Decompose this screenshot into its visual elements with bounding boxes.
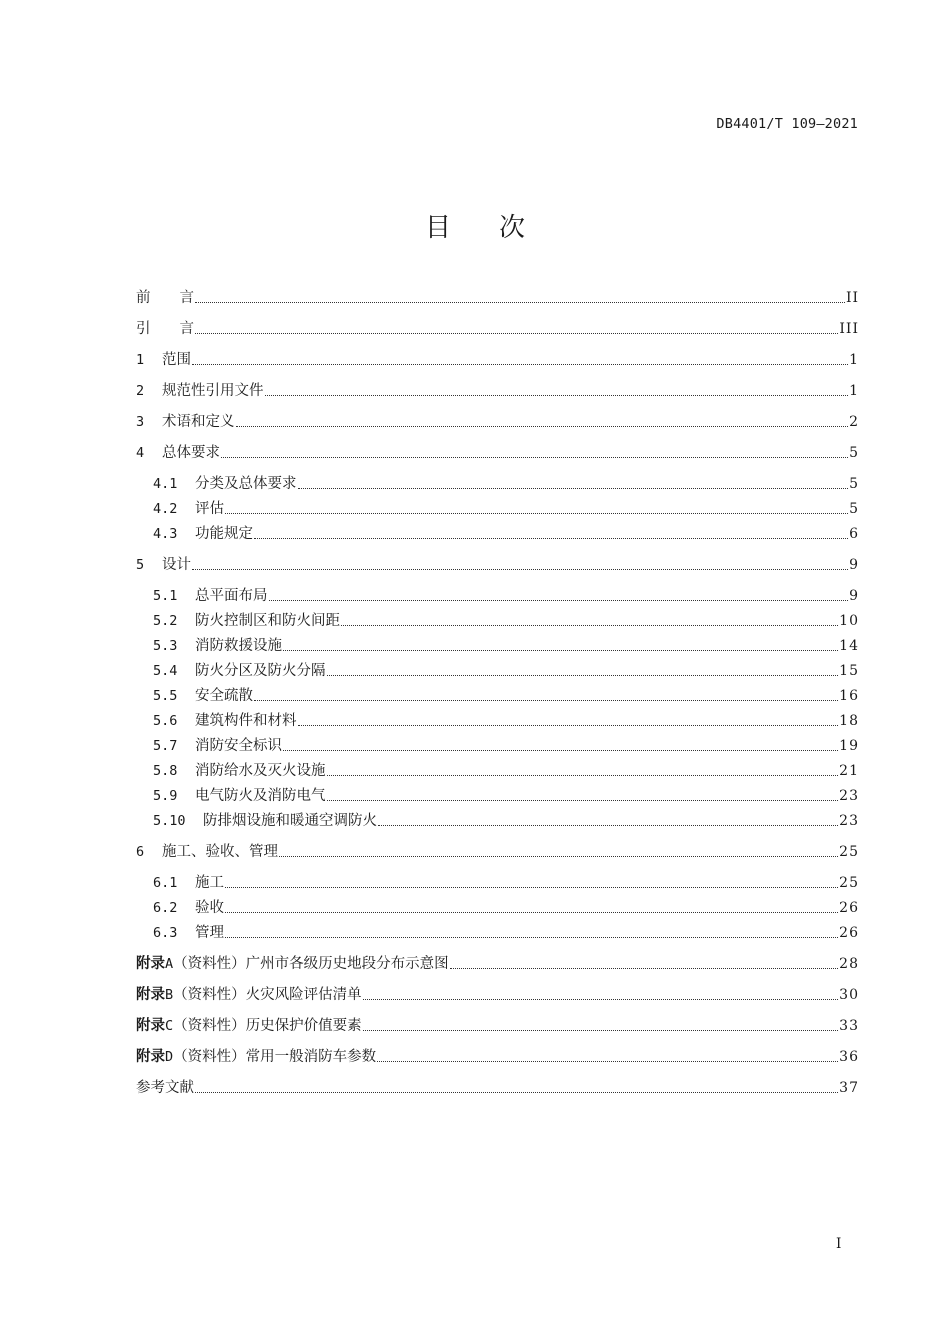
toc-page-number: 26 xyxy=(839,900,859,916)
toc-entry-label: 安全疏散 xyxy=(195,688,253,704)
toc-section-number: 4.1 xyxy=(153,476,178,492)
toc-entry-label: 验收 xyxy=(195,900,224,916)
dot-leader xyxy=(225,937,838,938)
appendix-letter: C xyxy=(165,1018,174,1034)
toc-entry-1[interactable] xyxy=(136,349,859,371)
page-title: 目次 xyxy=(424,213,573,243)
toc-entry-label: 评估 xyxy=(195,501,224,517)
document-code: DB4401/T 109—2021 xyxy=(716,116,858,132)
toc-entry-6[interactable] xyxy=(136,841,859,863)
toc-section-number: 3 xyxy=(136,414,145,430)
page-number: I xyxy=(836,1236,842,1252)
toc-page-number: 30 xyxy=(839,987,859,1003)
toc-entry-label: 范围 xyxy=(162,352,191,368)
toc-entry-label: 参考文献 xyxy=(136,1080,194,1096)
toc-entry-label: 防火控制区和防火间距 xyxy=(195,613,340,629)
dot-leader xyxy=(378,825,838,826)
toc-entry-label: （资料性）火灾风险评估清单 xyxy=(173,987,362,1003)
toc-entry-label: 设计 xyxy=(162,557,191,573)
toc-entry-5-10[interactable] xyxy=(153,810,859,832)
toc-section-number: 5.3 xyxy=(153,638,178,654)
toc-page-number: 23 xyxy=(839,813,859,829)
dot-leader xyxy=(195,333,838,334)
toc-entry-5-4[interactable] xyxy=(153,660,859,682)
toc-entry-label: 防火分区及防火分隔 xyxy=(195,663,326,679)
toc-section-number: 2 xyxy=(136,383,145,399)
dot-leader xyxy=(225,912,838,913)
toc-entry-references[interactable] xyxy=(136,1077,859,1099)
toc-page-number: 36 xyxy=(839,1049,859,1065)
toc-section-number: 5.10 xyxy=(153,813,186,829)
toc-entry-label: 管理 xyxy=(195,925,224,941)
toc-page-number: 5 xyxy=(849,501,859,517)
toc-entry-label: 施工、验收、管理 xyxy=(162,844,278,860)
dot-leader xyxy=(269,600,849,601)
toc-page-number: 16 xyxy=(839,688,859,704)
toc-entry-label: 功能规定 xyxy=(195,526,253,542)
toc-entry-5-9[interactable] xyxy=(153,785,859,807)
toc-entry-label: （资料性）常用一般消防车参数 xyxy=(173,1049,377,1065)
toc-page-number: 2 xyxy=(849,414,859,430)
toc-entry-4-1[interactable] xyxy=(153,473,859,495)
toc-entry-5-7[interactable] xyxy=(153,735,859,757)
appendix-prefix: 附录 xyxy=(136,987,165,1003)
toc-entry-2[interactable] xyxy=(136,380,859,402)
dot-leader xyxy=(221,457,848,458)
toc-page-number: 5 xyxy=(849,476,859,492)
dot-leader xyxy=(327,800,839,801)
toc-entry-label: 消防安全标识 xyxy=(195,738,282,754)
toc-entry-6-1[interactable] xyxy=(153,872,859,894)
toc-entry-4-3[interactable] xyxy=(153,523,859,545)
dot-leader xyxy=(279,856,838,857)
toc-page-number: 9 xyxy=(849,588,859,604)
toc-section-number: 6.3 xyxy=(153,925,178,941)
toc-page-number: 10 xyxy=(839,613,859,629)
toc-page-number: 25 xyxy=(839,875,859,891)
toc-entry-5-3[interactable] xyxy=(153,635,859,657)
toc-entry-label: 引 言 xyxy=(136,321,194,337)
toc-page-number: 14 xyxy=(839,638,859,654)
dot-leader xyxy=(298,488,849,489)
dot-leader xyxy=(327,775,839,776)
toc-entry-label: 规范性引用文件 xyxy=(162,383,264,399)
toc-entry-introduction[interactable] xyxy=(136,318,859,340)
toc-page-number: 18 xyxy=(839,713,859,729)
appendix-letter: A xyxy=(165,956,174,972)
toc-entry-6-2[interactable] xyxy=(153,897,859,919)
toc-entry-appendix-b[interactable] xyxy=(136,984,859,1006)
toc-page-number: 9 xyxy=(849,557,859,573)
toc-section-number: 5.8 xyxy=(153,763,178,779)
dot-leader xyxy=(363,1030,839,1031)
toc-section-number: 5.1 xyxy=(153,588,178,604)
toc-entry-5-2[interactable] xyxy=(153,610,859,632)
toc-entry-label: 消防救援设施 xyxy=(195,638,282,654)
toc-entry-5-1[interactable] xyxy=(153,585,859,607)
toc-entry-label: 术语和定义 xyxy=(162,414,235,430)
toc-section-number: 5 xyxy=(136,557,145,573)
toc-entry-label: 施工 xyxy=(195,875,224,891)
toc-page-number: II xyxy=(845,290,859,306)
toc-entry-5-6[interactable] xyxy=(153,710,859,732)
dot-leader xyxy=(265,395,849,396)
toc-entry-5[interactable] xyxy=(136,554,859,576)
toc-entry-label: 总体要求 xyxy=(162,445,220,461)
toc-entry-appendix-a[interactable] xyxy=(136,953,859,975)
dot-leader xyxy=(341,625,838,626)
appendix-letter: B xyxy=(165,987,174,1003)
toc-page-number: 5 xyxy=(849,445,859,461)
toc-page-number: 23 xyxy=(839,788,859,804)
dot-leader xyxy=(254,538,848,539)
toc-page-number: 33 xyxy=(839,1018,859,1034)
toc-entry-label: 电气防火及消防电气 xyxy=(195,788,326,804)
toc-section-number: 5.9 xyxy=(153,788,178,804)
toc-page-number: III xyxy=(839,321,859,337)
toc-section-number: 5.2 xyxy=(153,613,178,629)
toc-page-number: 26 xyxy=(839,925,859,941)
toc-entry-label: （资料性）广州市各级历史地段分布示意图 xyxy=(173,956,449,972)
dot-leader xyxy=(363,999,839,1000)
toc-entry-label: （资料性）历史保护价值要素 xyxy=(173,1018,362,1034)
dot-leader xyxy=(283,650,838,651)
dot-leader xyxy=(225,513,848,514)
appendix-prefix: 附录 xyxy=(136,1049,165,1065)
dot-leader xyxy=(236,426,849,427)
toc-page-number: 28 xyxy=(839,956,859,972)
toc-page-number: 6 xyxy=(849,526,859,542)
toc-page-number: 15 xyxy=(839,663,859,679)
toc-entry-3[interactable] xyxy=(136,411,859,433)
toc-section-number: 5.6 xyxy=(153,713,178,729)
toc-entry-foreword[interactable] xyxy=(136,287,859,309)
dot-leader xyxy=(195,302,845,303)
toc-entry-label: 总平面布局 xyxy=(195,588,268,604)
toc-entry-5-8[interactable] xyxy=(153,760,859,782)
toc-page-number: 21 xyxy=(839,763,859,779)
toc-entry-label: 建筑构件和材料 xyxy=(195,713,297,729)
toc-entry-appendix-c[interactable] xyxy=(136,1015,859,1037)
toc-section-number: 4.3 xyxy=(153,526,178,542)
toc-section-number: 6.1 xyxy=(153,875,178,891)
dot-leader xyxy=(192,364,848,365)
dot-leader xyxy=(225,887,838,888)
appendix-letter: D xyxy=(165,1049,174,1065)
toc-entry-label: 分类及总体要求 xyxy=(195,476,297,492)
toc-entry-label: 消防给水及灭火设施 xyxy=(195,763,326,779)
toc-entry-6-3[interactable] xyxy=(153,922,859,944)
toc-section-number: 4 xyxy=(136,445,145,461)
toc-entry-appendix-d[interactable] xyxy=(136,1046,859,1068)
appendix-prefix: 附录 xyxy=(136,956,165,972)
toc-section-number: 5.7 xyxy=(153,738,178,754)
toc-page-number: 25 xyxy=(839,844,859,860)
toc-section-number: 6.2 xyxy=(153,900,178,916)
toc-page-number: 1 xyxy=(849,352,859,368)
dot-leader xyxy=(192,569,848,570)
dot-leader xyxy=(450,968,839,969)
appendix-prefix: 附录 xyxy=(136,1018,165,1034)
toc-section-number: 5.4 xyxy=(153,663,178,679)
toc-section-number: 1 xyxy=(136,352,145,368)
dot-leader xyxy=(283,750,838,751)
toc-entry-5-5[interactable] xyxy=(153,685,859,707)
dot-leader xyxy=(254,700,838,701)
dot-leader xyxy=(298,725,839,726)
toc-page-number: 37 xyxy=(839,1080,859,1096)
toc-entry-4-2[interactable] xyxy=(153,498,859,520)
toc-entry-4[interactable] xyxy=(136,442,859,464)
toc-section-number: 6 xyxy=(136,844,145,860)
dot-leader xyxy=(327,675,839,676)
dot-leader xyxy=(377,1061,838,1062)
toc-section-number: 4.2 xyxy=(153,501,178,517)
toc-entry-label: 前 言 xyxy=(136,290,194,306)
toc-page-number: 1 xyxy=(849,383,859,399)
dot-leader xyxy=(195,1092,838,1093)
toc-page-number: 19 xyxy=(839,738,859,754)
toc-section-number: 5.5 xyxy=(153,688,178,704)
toc-entry-label: 防排烟设施和暖通空调防火 xyxy=(203,813,377,829)
